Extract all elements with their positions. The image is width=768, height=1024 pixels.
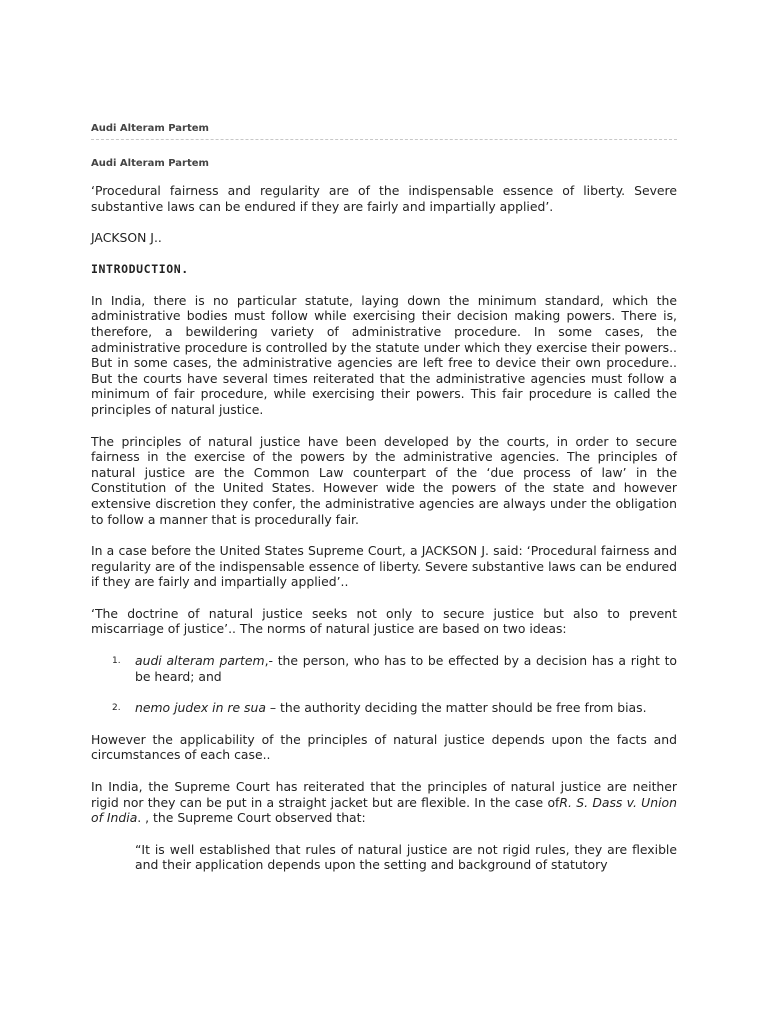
paragraph-6 <box>91 779 677 826</box>
ideas-list <box>91 653 677 716</box>
list-number: 2. <box>112 703 121 714</box>
paragraph-3: In a case before the United States Supreme Court, a JACKSON J. said: ‘Procedural fairness and regularity are of the indispensable essence of liberty. Severe substantive laws can be endured if they are fairly and impartially applied’.. <box>91 543 677 590</box>
dashed-divider <box>91 139 677 140</box>
list-number: 1. <box>112 656 121 667</box>
list-text: – the authority deciding the matter should be free from bias. <box>265 700 647 716</box>
paragraph-5: However the applicability of the principles of natural justice depends upon the facts and circumstances of each case.. <box>91 731 677 763</box>
paragraph-2: The principles of natural justice have been developed by the courts, in order to secure fairness in the exercise of the powers by the administrative agencies. The principles of natural justice are the Common Law counterpart of the ‘due process of law’ in the Constitution of the United States. However wide the powers of the state and however extensive discretion they confer, the administrative agencies are always under the obligation to follow a manner that is procedurally fair. <box>91 433 677 527</box>
paragraph-4: ‘The doctrine of natural justice seeks not only to secure justice but also to prevent miscarriage of justice’.. The norms of natural justice are based on two ideas: <box>91 605 677 637</box>
section-title: Audi Alteram Partem <box>91 158 209 169</box>
paragraph-6-end: . , the Supreme Court observed that: <box>137 810 366 826</box>
list-item <box>91 653 677 684</box>
paragraph-6-start: In India, the Supreme Court has reiterated that the principles of natural justice are neither rigid nor they can be put in a straight jacket but are flexible. In the case of <box>91 779 677 810</box>
epigraph-attribution: JACKSON J.. <box>91 230 162 246</box>
list-item <box>91 700 677 716</box>
list-term: audi alteram partem <box>135 653 265 669</box>
introduction-heading: INTRODUCTION. <box>91 261 189 276</box>
document-page <box>91 122 677 873</box>
case-citation: R. S. Dass v. Union of India <box>91 794 677 826</box>
document-title: Audi Alteram Partem <box>91 123 209 134</box>
epigraph-quote: ‘Procedural fairness and regularity are of the indispensable essence of liberty. Severe substantive laws can be endured if they are fairly and impartially applied’. <box>91 183 677 214</box>
block-quote-text: “It is well established that rules of natural justice are not rigid rules, they are flexible and their application depends upon the setting and background of statutory <box>135 841 677 873</box>
block-quote <box>91 842 677 873</box>
list-term: nemo judex in re sua <box>135 700 266 716</box>
paragraph-1: In India, there is no particular statute, laying down the minimum standard, which the administrative bodies must follow while exercising their decision making powers. There is, therefore, a bewildering variety of administrative procedure. In some cases, the administrative procedure is controlled by the statute under which they exercise their powers.. But in some cases, the administrative agencies are left free to device their own procedure.. But the courts have several times reiterated that the administrative agencies must follow a minimum of fair procedure, while exercising their powers. This fair procedure is called the principles of natural justice. <box>91 292 677 417</box>
list-text: ,- the person, who has to be effected by a decision has a right to be heard; and <box>135 653 678 684</box>
